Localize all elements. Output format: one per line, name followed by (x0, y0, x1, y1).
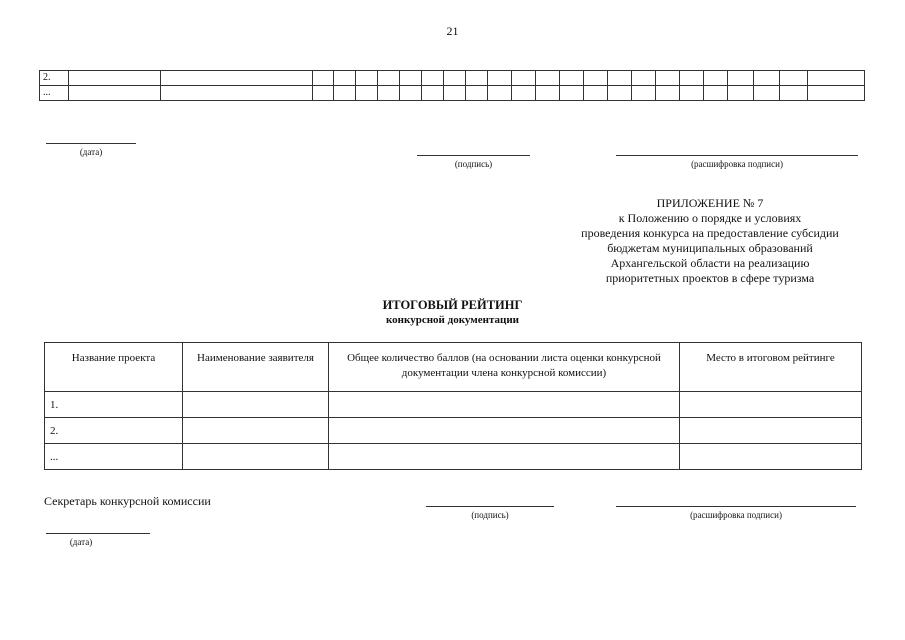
decoding-line-1 (616, 155, 858, 156)
table-cell (378, 86, 400, 101)
column-header-score: Общее количество баллов (на основании листа оценки конкурсной документации члена конкурсной комиссии) (329, 343, 680, 392)
table-cell (560, 86, 584, 101)
signature-line-2 (426, 506, 554, 507)
row-number: 2. (45, 418, 183, 444)
decoding-line-2 (616, 506, 856, 507)
table-cell (680, 392, 862, 418)
row-number: 2. (40, 71, 69, 86)
table-cell (488, 71, 512, 86)
signature-caption-1: (подпись) (454, 159, 493, 169)
table-cell (488, 86, 512, 101)
table-cell (466, 71, 488, 86)
table-cell (444, 86, 466, 101)
table-cell (704, 71, 728, 86)
table-cell (183, 392, 329, 418)
table-cell (334, 86, 356, 101)
page-subtitle: конкурсной документации (385, 314, 519, 326)
table-cell (313, 71, 334, 86)
appendix-line: Архангельской области на реализацию (610, 256, 810, 270)
signature-line-1 (417, 155, 530, 156)
table-cell (780, 71, 808, 86)
table-cell (512, 86, 536, 101)
table-cell (632, 71, 656, 86)
table-cell (536, 86, 560, 101)
table-cell (656, 86, 680, 101)
table-cell (608, 86, 632, 101)
table-cell (584, 71, 608, 86)
table-cell (466, 86, 488, 101)
table-cell (780, 86, 808, 101)
continuation-table (39, 70, 865, 101)
table-cell (161, 86, 313, 101)
date-caption-2: (дата) (69, 537, 93, 547)
page-title: ИТОГОВЫЙ РЕЙТИНГ (382, 298, 523, 312)
table-cell (680, 444, 862, 470)
table-row (40, 71, 865, 86)
table-cell (69, 71, 161, 86)
table-cell (422, 86, 444, 101)
table-cell (512, 71, 536, 86)
table-cell (704, 86, 728, 101)
table-cell (313, 86, 334, 101)
table-cell (754, 71, 780, 86)
table-cell (329, 444, 680, 470)
table-cell (656, 71, 680, 86)
table-cell (329, 418, 680, 444)
table-cell (356, 86, 378, 101)
date-line-2 (46, 533, 150, 534)
table-cell (329, 392, 680, 418)
page-number: 21 (446, 24, 459, 38)
table-row (45, 418, 862, 444)
row-number: ... (40, 86, 69, 101)
table-cell (69, 86, 161, 101)
table-cell (444, 71, 466, 86)
decoding-caption-2: (расшифровка подписи) (690, 510, 782, 520)
table-cell (680, 71, 704, 86)
rating-table (44, 342, 862, 470)
date-caption-1: (дата) (79, 147, 103, 157)
table-cell (808, 71, 865, 86)
table-cell (808, 86, 865, 101)
table-row (45, 392, 862, 418)
table-cell (680, 86, 704, 101)
column-header-project: Название проекта (45, 343, 183, 392)
table-cell (400, 86, 422, 101)
table-row (45, 444, 862, 470)
table-cell (754, 86, 780, 101)
table-cell (161, 71, 313, 86)
table-cell (632, 86, 656, 101)
table-cell (400, 71, 422, 86)
decoding-caption-1: (расшифровка подписи) (691, 159, 783, 169)
table-cell (536, 71, 560, 86)
column-header-applicant: Наименование заявителя (183, 343, 329, 392)
table-cell (356, 71, 378, 86)
row-number: ... (45, 444, 183, 470)
date-line-1 (46, 143, 136, 144)
table-row (40, 86, 865, 101)
row-number: 1. (45, 392, 183, 418)
table-cell (728, 86, 754, 101)
table-cell (378, 71, 400, 86)
table-cell (728, 71, 754, 86)
table-cell (183, 418, 329, 444)
appendix-line: проведения конкурса на предоставление субсидии (581, 226, 839, 240)
secretary-label: Секретарь конкурсной комиссии (44, 494, 211, 508)
table-cell (560, 71, 584, 86)
table-cell (334, 71, 356, 86)
table-cell (608, 71, 632, 86)
appendix-line: к Положению о порядке и условиях (618, 211, 802, 225)
appendix-line: ПРИЛОЖЕНИЕ № 7 (656, 196, 764, 210)
appendix-line: приоритетных проектов в сфере туризма (605, 271, 815, 285)
table-cell (422, 71, 444, 86)
table-cell (183, 444, 329, 470)
table-cell (680, 418, 862, 444)
appendix-header (560, 196, 860, 286)
appendix-line: бюджетам муниципальных образований (607, 241, 813, 255)
signature-caption-2: (подпись) (471, 510, 509, 520)
table-cell (584, 86, 608, 101)
column-header-place: Место в итоговом рейтинге (680, 343, 862, 392)
